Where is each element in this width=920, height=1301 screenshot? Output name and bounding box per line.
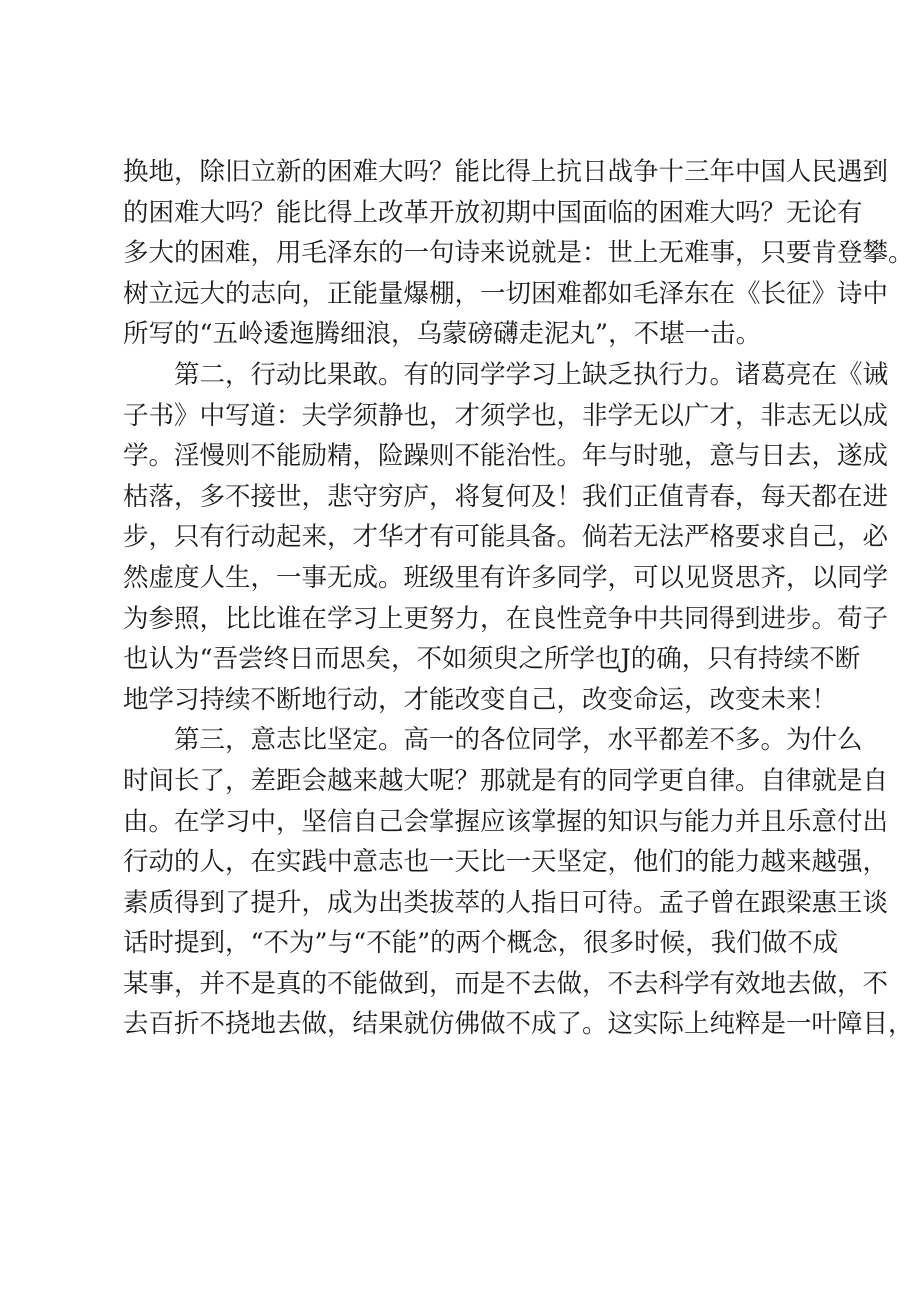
paragraph-1 xyxy=(123,152,914,355)
text-line: 时间长了，差距会越来越大呢？那就是有的同学更自律。自律就是自 xyxy=(123,765,889,796)
paragraph-3 xyxy=(123,720,914,1045)
text-line: 枯落，多不接世，悲守穷庐，将复何及！我们正值青春，每天都在进 xyxy=(123,481,889,512)
text-line: 多大的困难，用毛泽东的一句诗来说就是：世上无难事，只要肯登攀。 xyxy=(123,238,914,269)
text-line: 话时提到，“不为”与“不能”的两个概念，很多时候，我们做不成 xyxy=(123,928,839,959)
text-line: 然虚度人生，一事无成。班级里有许多同学，可以见贤思齐，以同学 xyxy=(123,562,889,593)
text-line: 学。淫慢则不能励精，险躁则不能治性。年与时驰，意与日去，遂成 xyxy=(123,441,889,472)
text-line: 地学习持续不断地行动，才能改变自己，改变命运，改变未来！ xyxy=(123,684,838,715)
text-line: 子书》中写道：夫学须静也，才须学也，非学无以广才，非志无以成 xyxy=(123,400,889,431)
text-line: 行动的人，在实践中意志也一天比一天坚定，他们的能力越来越强， xyxy=(123,847,889,878)
text-line: 去百折不挠地去做，结果就仿佛做不成了。这实际上纯粹是一叶障目， xyxy=(123,1009,914,1040)
text-line: 某事，并不是真的不能做到，而是不去做，不去科学有效地去做，不 xyxy=(123,968,889,999)
text-line: 为参照，比比谁在学习上更努力，在良性竞争中共同得到进步。荀子 xyxy=(123,603,889,634)
text-line: 的困难大吗？能比得上改革开放初期中国面临的困难大吗？无论有 xyxy=(123,197,863,228)
text-line: 树立远大的志向，正能量爆棚，一切困难都如毛泽东在《长征》诗中 xyxy=(123,278,889,309)
text-line: 第三，意志比坚定。高一的各位同学，水平都差不多。为什么 xyxy=(174,725,863,756)
text-line: 由。在学习中，坚信自己会掌握应该掌握的知识与能力并且乐意付出 xyxy=(123,806,889,837)
text-line: 素质得到了提升，成为出类拔萃的人指日可待。孟子曾在跟梁惠王谈 xyxy=(123,887,889,918)
text-line: 步，只有行动起来，才华才有可能具备。倘若无法严格要求自己，必 xyxy=(123,522,889,553)
paragraph-2 xyxy=(123,355,889,720)
text-line: 也认为“吾尝终日而思矣，不如须臾之所学也J的确，只有持续不断 xyxy=(123,644,861,675)
text-line: 第二，行动比果敢。有的同学学习上缺乏执行力。诸葛亮在《诫 xyxy=(174,359,889,390)
document-body xyxy=(123,152,914,1045)
text-line: 换地，除旧立新的困难大吗？能比得上抗日战争十三年中国人民遇到 xyxy=(123,157,889,187)
text-line: 所写的“五岭逶迤腾细浪，乌蒙磅礴走泥丸”，不堪一击。 xyxy=(123,319,762,350)
